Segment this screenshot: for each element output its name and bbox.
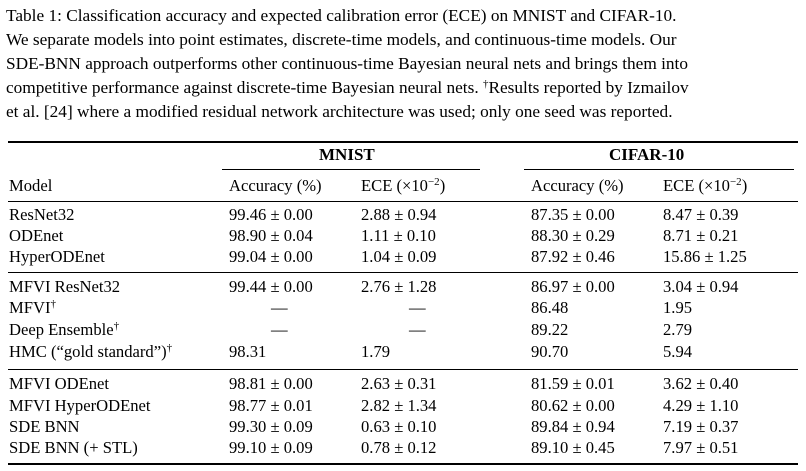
row-cifar-accuracy: 81.59 ± 0.01 xyxy=(531,374,615,393)
section-rule xyxy=(8,272,798,273)
ece-close: ) xyxy=(741,176,748,195)
row-mnist-accuracy: 99.46 ± 0.00 xyxy=(229,205,313,224)
row-cifar-ece: 5.94 xyxy=(663,342,693,361)
row-cifar-ece: 3.04 ± 0.94 xyxy=(663,277,739,296)
top-rule xyxy=(8,141,798,143)
row-cifar-ece: 8.47 ± 0.39 xyxy=(663,205,739,224)
model-name: HMC (“gold standard”) xyxy=(9,342,167,361)
row-model: MFVI HyperODEnet xyxy=(9,396,151,415)
row-mnist-accuracy: — xyxy=(271,320,288,339)
row-cifar-accuracy: 87.35 ± 0.00 xyxy=(531,205,615,224)
caption-line: Table 1: Classification accuracy and expected calibration error (ECE) on MNIST and CIFAR-10. xyxy=(6,6,677,25)
column-header-cifar-ece xyxy=(663,176,747,196)
row-mnist-accuracy: 99.44 ± 0.00 xyxy=(229,277,313,296)
caption-text: competitive performance against discrete-time Bayesian neural nets. xyxy=(6,78,483,97)
section-rule xyxy=(8,369,798,370)
row-cifar-ece: 7.97 ± 0.51 xyxy=(663,438,739,457)
row-mnist-accuracy: — xyxy=(271,298,288,317)
row-mnist-ece: — xyxy=(409,298,426,317)
row-mnist-accuracy: 99.10 ± 0.09 xyxy=(229,438,313,457)
row-cifar-accuracy: 86.48 xyxy=(531,298,569,317)
row-model: HyperODEnet xyxy=(9,247,105,266)
row-model xyxy=(9,320,119,340)
ece-exponent: −2 xyxy=(427,176,440,188)
row-cifar-accuracy: 88.30 ± 0.29 xyxy=(531,226,615,245)
dagger-mark: † xyxy=(166,342,173,354)
row-model: ResNet32 xyxy=(9,205,75,224)
row-mnist-ece: 1.11 ± 0.10 xyxy=(361,226,436,245)
column-header-mnist-accuracy: Accuracy (%) xyxy=(229,176,322,195)
row-cifar-ece: 3.62 ± 0.40 xyxy=(663,374,739,393)
row-mnist-ece: 0.78 ± 0.12 xyxy=(361,438,437,457)
row-model xyxy=(9,298,56,318)
ece-label: ECE (×10 xyxy=(361,176,428,195)
group-header-mnist: MNIST xyxy=(319,145,375,164)
row-cifar-ece: 8.71 ± 0.21 xyxy=(663,226,739,245)
dagger-mark: † xyxy=(113,320,120,332)
row-cifar-accuracy: 80.62 ± 0.00 xyxy=(531,396,615,415)
row-cifar-ece: 4.29 ± 1.10 xyxy=(663,396,739,415)
row-mnist-accuracy: 99.04 ± 0.00 xyxy=(229,247,313,266)
row-mnist-ece: — xyxy=(409,320,426,339)
row-cifar-ece: 2.79 xyxy=(663,320,693,339)
row-model xyxy=(9,342,172,362)
row-cifar-accuracy: 89.10 ± 0.45 xyxy=(531,438,615,457)
column-header-model: Model xyxy=(9,176,53,195)
row-cifar-accuracy: 86.97 ± 0.00 xyxy=(531,277,615,296)
row-mnist-ece: 1.04 ± 0.09 xyxy=(361,247,437,266)
row-model: ODEnet xyxy=(9,226,64,245)
ece-label: ECE (×10 xyxy=(663,176,730,195)
header-rule xyxy=(8,201,798,202)
row-cifar-ece: 7.19 ± 0.37 xyxy=(663,417,739,436)
caption-line: SDE-BNN approach outperforms other continuous-time Bayesian neural nets and brings them into xyxy=(6,54,688,73)
row-cifar-accuracy: 89.84 ± 0.94 xyxy=(531,417,615,436)
row-mnist-accuracy: 98.77 ± 0.01 xyxy=(229,396,313,415)
row-mnist-ece: 2.88 ± 0.94 xyxy=(361,205,437,224)
row-cifar-accuracy: 90.70 xyxy=(531,342,569,361)
dagger-mark: † xyxy=(50,298,56,310)
caption-line: et al. [24] where a modified residual network architecture was used; only one seed was reported. xyxy=(6,102,673,121)
caption-text: Results reported by Izmailov xyxy=(488,78,689,97)
row-mnist-accuracy: 99.30 ± 0.09 xyxy=(229,417,313,436)
row-mnist-ece: 2.63 ± 0.31 xyxy=(361,374,437,393)
ece-exponent: −2 xyxy=(729,176,742,188)
row-model: MFVI ODEnet xyxy=(9,374,110,393)
row-cifar-ece: 15.86 ± 1.25 xyxy=(663,247,747,266)
row-mnist-ece: 1.79 xyxy=(361,342,391,361)
row-model: SDE BNN xyxy=(9,417,80,436)
group-header-cifar: CIFAR-10 xyxy=(609,145,685,164)
ece-close: ) xyxy=(439,176,446,195)
bottom-rule xyxy=(8,463,798,465)
row-cifar-ece: 1.95 xyxy=(663,298,693,317)
row-cifar-accuracy: 87.92 ± 0.46 xyxy=(531,247,615,266)
row-model: MFVI ResNet32 xyxy=(9,277,121,296)
column-header-cifar-accuracy: Accuracy (%) xyxy=(531,176,624,195)
row-mnist-accuracy: 98.90 ± 0.04 xyxy=(229,226,313,245)
caption-line: We separate models into point estimates, discrete-time models, and continuous-time models. Our xyxy=(6,30,677,49)
row-mnist-ece: 2.76 ± 1.28 xyxy=(361,277,437,296)
cifar-group-rule xyxy=(524,169,794,170)
model-name: MFVI xyxy=(9,298,51,317)
row-mnist-accuracy: 98.31 xyxy=(229,342,267,361)
row-model: SDE BNN (+ STL) xyxy=(9,438,138,457)
row-mnist-ece: 0.63 ± 0.10 xyxy=(361,417,437,436)
model-name: Deep Ensemble xyxy=(9,320,114,339)
dagger-mark: † xyxy=(482,78,489,90)
column-header-mnist-ece xyxy=(361,176,445,196)
row-mnist-accuracy: 98.81 ± 0.00 xyxy=(229,374,313,393)
row-cifar-accuracy: 89.22 xyxy=(531,320,569,339)
row-mnist-ece: 2.82 ± 1.34 xyxy=(361,396,437,415)
mnist-group-rule xyxy=(222,169,480,170)
